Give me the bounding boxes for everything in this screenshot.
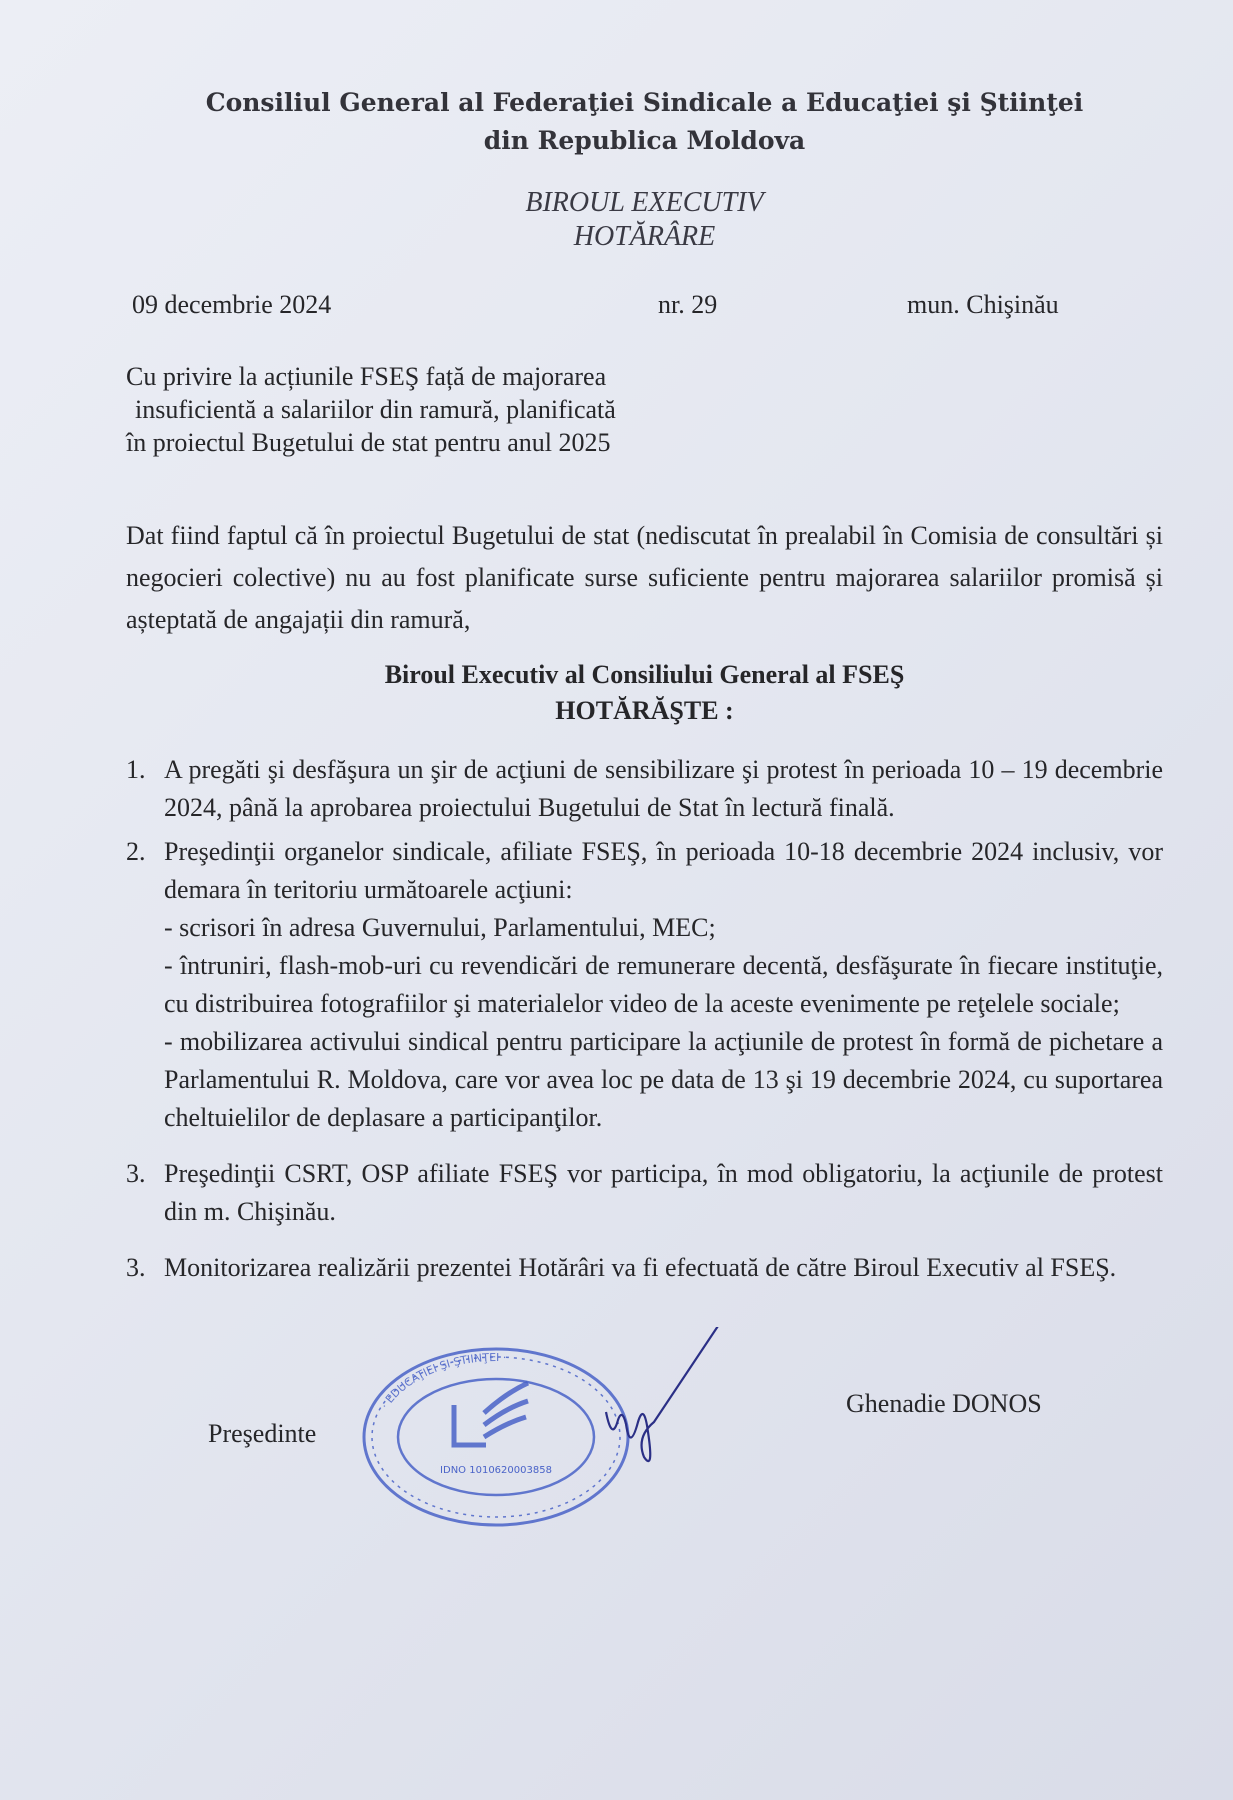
decision-heading-line: Biroul Executiv al Consiliului General al FSEŞ bbox=[384, 660, 905, 689]
item-text: Monitorizarea realizării prezentei Hotărâri va fi efectuată de către Biroul Executiv al FSEŞ. bbox=[164, 1253, 1117, 1282]
signature-role: Preşedinte bbox=[208, 1419, 317, 1448]
executive-bureau-label: BIROUL EXECUTIV bbox=[525, 187, 764, 218]
document-subtitle bbox=[126, 186, 1163, 254]
item-text: Preşedinţii organelor sindicale, afiliate FSEŞ, în perioada 10-18 decembrie 2024 inclusiv, vor demara în teritoriu următoarele acţiuni: bbox=[164, 837, 1163, 904]
sub-item: - întruniri, flash-mob-uri cu revendicări de remunerare decentă, desfăşurate în fiecare instituţie, cu distribuirea fotografiilor şi materialelor video de la aceste evenimente pe reţelele sociale; bbox=[164, 951, 1163, 1018]
decision-list bbox=[126, 751, 1163, 1287]
signature-block bbox=[126, 1327, 1163, 1547]
subject-line: insuficientă a salariilor din ramură, planificată bbox=[135, 395, 616, 424]
item-number: 3. bbox=[126, 1253, 146, 1282]
title-line-2: din Republica Moldova bbox=[483, 126, 806, 155]
official-stamp bbox=[356, 1327, 796, 1537]
document-number: nr. 29 bbox=[658, 290, 718, 319]
subject-line: în proiectul Bugetului de stat pentru anul 2025 bbox=[126, 428, 611, 457]
decision-heading bbox=[126, 657, 1163, 729]
stamp-arc-text: · EDUCAŢIEI ŞI ŞTIINŢEI · bbox=[378, 1350, 507, 1412]
item-number: 3. bbox=[126, 1159, 146, 1188]
list-item bbox=[126, 751, 1163, 827]
list-item bbox=[126, 1155, 1163, 1231]
handwritten-signature bbox=[606, 1327, 724, 1461]
signatory-name: Ghenadie DONOS bbox=[846, 1389, 1042, 1418]
document-date: 09 decembrie 2024 bbox=[132, 290, 332, 319]
subject-line: Cu privire la acțiunile FSEŞ față de majorarea bbox=[126, 362, 607, 391]
preamble-paragraph: Dat fiind faptul că în proiectul Bugetului de stat (nediscutat în prealabil în Comisia de consultări și negocieri colective) nu au fost planificate surse suficiente pentru majorarea salariilor promisă și așteptată de angajații din ramură, bbox=[126, 521, 1163, 634]
book-logo-icon bbox=[454, 1383, 528, 1445]
document-title bbox=[86, 84, 1203, 160]
item-number: 1. bbox=[126, 755, 146, 784]
list-item bbox=[126, 1249, 1163, 1287]
sub-item: - mobilizarea activului sindical pentru participare la acţiunile de protest în formă de pichetare a Parlamentului R. Moldova, care vor avea loc pe data de 13 şi 19 decembrie 2024, cu suportarea cheltuielilor de deplasare a participanţilor. bbox=[164, 1027, 1163, 1132]
item-number: 2. bbox=[126, 837, 146, 866]
document-place: mun. Chişinău bbox=[907, 290, 1059, 319]
stamp-idno: IDNO 1010620003858 bbox=[440, 1465, 552, 1476]
document-subject bbox=[126, 360, 766, 459]
item-text: A pregăti şi desfăşura un şir de acţiuni de sensibilizare şi protest în perioada 10 – 19 decembrie 2024, până la aprobarea proiectului Bugetului de Stat în lectură finală. bbox=[164, 755, 1163, 822]
item-text: Preşedinţii CSRT, OSP afiliate FSEŞ vor participa, în mod obligatoriu, la acţiunile de protest din m. Chişinău. bbox=[164, 1159, 1163, 1226]
title-line-1: Consiliul General al Federaţiei Sindicale a Educaţiei şi Ştiinţei bbox=[205, 88, 1084, 117]
sub-item: - scrisori în adresa Guvernului, Parlamentului, MEC; bbox=[164, 913, 716, 942]
list-item bbox=[126, 833, 1163, 1137]
document-meta-row bbox=[126, 290, 1163, 330]
decision-heading-line: HOTĂRĂŞTE : bbox=[555, 696, 734, 725]
document-type: HOTĂRÂRE bbox=[573, 221, 716, 252]
